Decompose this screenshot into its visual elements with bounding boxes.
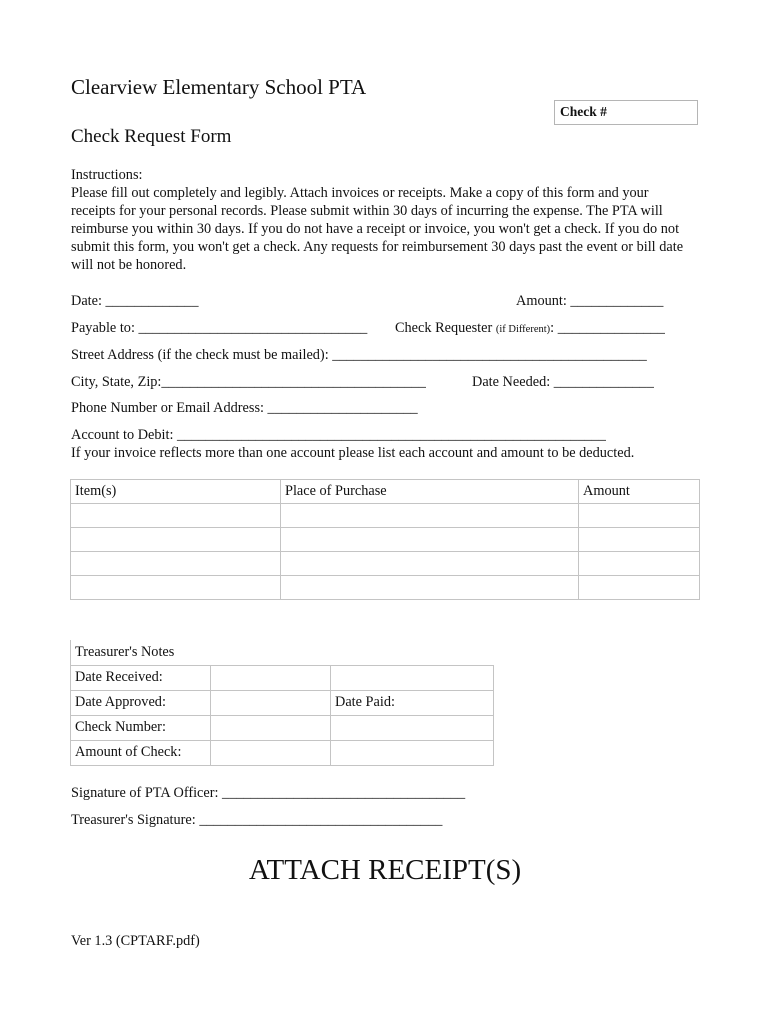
payable-to-field: Payable to: ________________________________: [71, 320, 368, 336]
date-approved-label: Date Approved:: [71, 690, 211, 715]
date-paid-label: Date Paid:: [331, 690, 494, 715]
amount-of-check-label: Amount of Check:: [71, 740, 211, 765]
column-header-items: Item(s): [71, 480, 281, 504]
notes-row: [71, 715, 494, 740]
if-different-note: (if Different): [495, 324, 551, 335]
form-title: Clearview Elementary School PTA: [71, 75, 367, 99]
account-note: If your invoice reflects more than one account please list each account and amount to be deducted.: [71, 445, 635, 461]
amount-field: Amount: _____________: [516, 293, 664, 309]
table-cell: [579, 576, 700, 600]
instructions-text: Please fill out completely and legibly. Attach invoices or receipts. Make a copy of this form and your receipts for your personal records. Please submit within 30 days of incurring the expense. The PTA will reimburse you within 30 days. If you do not have a receipt or invoice, you won't get a check. If you do not submit this form, you won't get a check. Any requests for reimbursement 30 days past the event or bill date will not be honored.: [71, 185, 684, 273]
table-cell: [281, 576, 579, 600]
check-requester-field: [395, 319, 665, 339]
notes-row: [71, 665, 494, 690]
date-received-label: Date Received:: [71, 665, 211, 690]
instructions-heading: Instructions:: [71, 167, 143, 183]
table-cell: [71, 528, 281, 552]
check-requester-label: Check Requester: [395, 320, 493, 336]
column-header-place: Place of Purchase: [281, 480, 579, 504]
form-subtitle: Check Request Form: [71, 126, 232, 147]
notes-empty-cell: [331, 740, 494, 765]
account-to-debit-field: Account to Debit: ____________________________________________________________: [71, 427, 606, 443]
version-footer: Ver 1.3 (CPTARF.pdf): [71, 933, 200, 949]
table-cell: [579, 504, 700, 528]
table-cell: [71, 504, 281, 528]
items-table: [70, 479, 700, 600]
table-cell: [579, 552, 700, 576]
notes-empty-cell: [331, 715, 494, 740]
notes-row: [71, 740, 494, 765]
date-received-value: [211, 665, 331, 690]
table-cell: [281, 504, 579, 528]
table-row: [71, 528, 700, 552]
street-address-field: Street Address (if the check must be mailed): ____________________________________________: [71, 347, 647, 363]
amount-of-check-value: [211, 740, 331, 765]
table-cell: [281, 552, 579, 576]
notes-heading-row: [71, 640, 494, 665]
table-header-row: [71, 480, 700, 504]
check-number-value: [211, 715, 331, 740]
city-state-zip-field: City, State, Zip:_____________________________________: [71, 374, 426, 390]
instructions-block: [71, 166, 693, 274]
table-cell: [71, 552, 281, 576]
date-field: Date: _____________: [71, 293, 199, 309]
check-requester-blank: : _______________: [550, 320, 665, 336]
column-header-amount: Amount: [579, 480, 700, 504]
table-cell: [71, 576, 281, 600]
table-row: [71, 504, 700, 528]
date-needed-field: Date Needed: ______________: [472, 374, 654, 390]
table-cell: [579, 528, 700, 552]
treasurer-notes-heading: Treasurer's Notes: [71, 640, 494, 665]
treasurer-notes-table: [70, 640, 494, 766]
notes-row: [71, 690, 494, 715]
table-row: [71, 552, 700, 576]
phone-email-field: Phone Number or Email Address: _____________________: [71, 400, 418, 416]
notes-empty-cell: [331, 665, 494, 690]
treasurer-signature-line: Treasurer's Signature: __________________________________: [71, 812, 443, 828]
table-row: [71, 576, 700, 600]
check-number-box: Check #: [554, 100, 698, 125]
pta-officer-signature-line: Signature of PTA Officer: __________________________________: [71, 785, 466, 801]
table-cell: [281, 528, 579, 552]
date-approved-value: [211, 690, 331, 715]
attach-receipts-notice: ATTACH RECEIPT(S): [248, 854, 522, 886]
check-number-label: Check Number:: [71, 715, 211, 740]
